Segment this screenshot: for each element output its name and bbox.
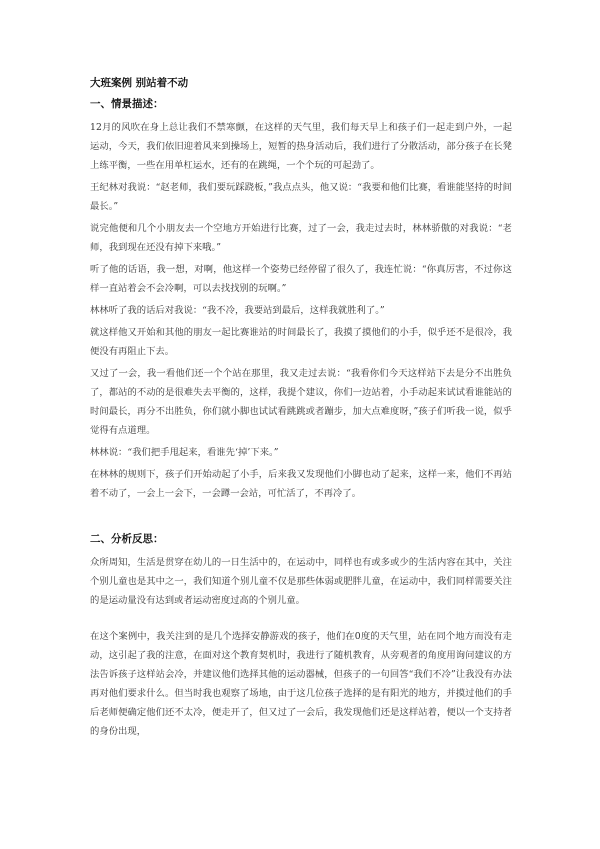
document-page: [90, 76, 512, 744]
paragraph-spacer: [90, 613, 512, 627]
section-heading-reflection: 二、分析反思：: [90, 533, 164, 545]
paragraph: 就这样他又开始和其他的朋友一起比赛谁站的时间最长了，我摸了摸他们的小手，似乎还不是很冷，我便没有再阻止下去。: [90, 327, 512, 357]
paragraph: 林林听了我的话后对我说：“我不冷，我要站到最后，这样我就胜利了。”: [90, 305, 385, 316]
document-title: 大班案例 别站着不动: [90, 77, 189, 89]
paragraph: 12月的风吹在身上总让我们不禁寒颤，在这样的天气里，我们每天早上和孩子们一起走到户外，一起运动，今天，我们依旧迎着风来到操场上，短暂的热身活动后，我们进行了分散活动，部分孩子在长凳上练平衡，一些在用单杠运水，还有的在跳绳，一个个玩的可起劲了。: [90, 122, 512, 171]
section-spacer: [90, 506, 512, 532]
paragraph: 王纪林对我说：“赵老师，我们要玩踩跷板，”我点点头，他又说：“我要和他们比赛，看谁能坚持的时间最长。”: [90, 182, 512, 212]
paragraph: 林林说：“我们把手甩起来，看谁先‘掉’下来。”: [90, 447, 279, 458]
paragraph: 听了他的话语，我一想，对啊，他这样一个姿势已经停留了很久了，我连忙说：“你真厉害，不过你这样一直站着会不会冷啊，可以去找找别的玩啊。”: [90, 264, 512, 294]
section-heading-situation: 一、情景描述：: [90, 98, 164, 110]
paragraph: 在林林的规则下，孩子们开始动起了小手，后来我又发现他们小脚也动了起来，这样一来，他们不再站着不动了，一会上一会下，一会蹲一会站，可忙活了，不再冷了。: [90, 469, 512, 499]
paragraph: 又过了一会，我一看他们还一个个站在那里，我又走过去说：“我看你们今天这样站下去是分不出胜负了，都站的不动的是很难失去平衡的，这样，我提个建议，你们一边站着，小手动起来试试看谁能站的时间最长，再分不出胜负，你们就小脚也试试看跳跳或者蹦步，加大点难度呀，”孩子们听我一说，似乎觉得有点道理。: [90, 368, 512, 436]
paragraph: 众所周知，生活是贯穿在幼儿的一日生活中的，在运动中，同样也有或多或少的生活内容在其中，关注个别儿童也是其中之一，我们知道个别儿童不仅是那些体弱或肥胖儿童，在运动中，我们同样需要关注的是运动量没有达到或者运动密度过高的个别儿童。: [90, 557, 512, 606]
paragraph: 说完他便和几个小朋友去一个空地方开始进行比赛，过了一会，我走过去时，林林骄傲的对我说：“老师，我到现在还没有掉下来哦。”: [90, 223, 512, 253]
paragraph: 在这个案例中，我关注到的是几个选择安静游戏的孩子，他们在0度的天气里，站在同个地方而没有走动，这引起了我的注意，在面对这个教育契机时，我进行了随机教育，从旁观者的角度用询问建议的方法告诉孩子这样站会冷，并建议他们选择其他的运动器械，但孩子的一句回答“我们不冷”让我没有办法再对他们要求什么。但当时我也观察了场地，由于这几位孩子选择的是有阳光的地方，并摸过他们的手后老师便确定他们还不太冷，便走开了，但又过了一会后，我发现他们还是这样站着，便以一个支持者的身份出现，: [90, 631, 512, 737]
